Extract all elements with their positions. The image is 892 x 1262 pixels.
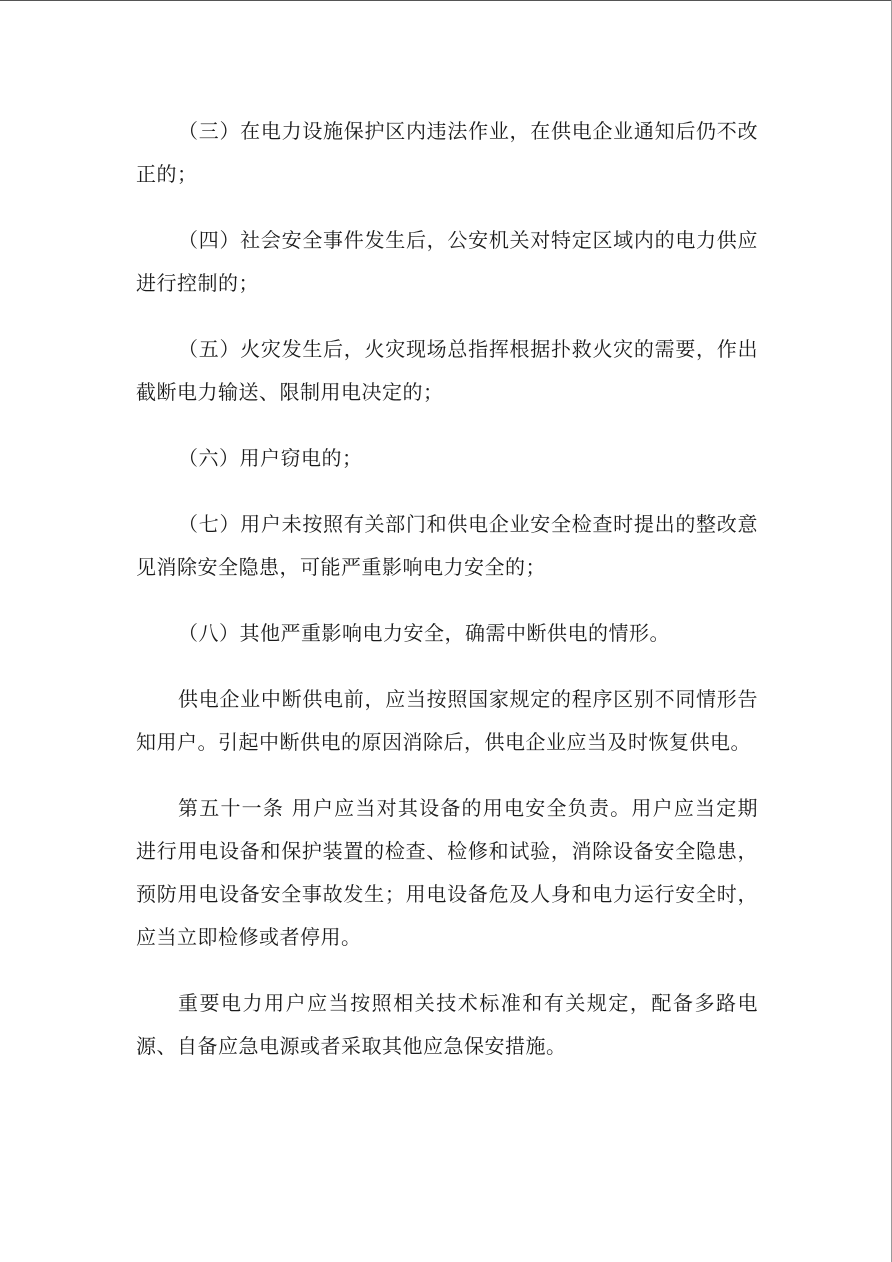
paragraph-item-3: （三）在电力设施保护区内违法作业，在供电企业通知后仍不改正的； [136,119,758,186]
page-top-border [0,0,892,1]
document-body [136,110,758,1068]
paragraph-interruption-notice: 供电企业中断供电前，应当按照国家规定的程序区别不同情形告知用户。引起中断供电的原因消除后，供电企业应当及时恢复供电。 [136,687,758,754]
paragraph-article-51: 第五十一条 用户应当对其设备的用电安全负责。用户应当定期进行用电设备和保护装置的检查、检修和试验，消除设备安全隐患，预防用电设备安全事故发生；用电设备危及人身和电力运行安全时，应当立即检修或者停用。 [136,796,758,949]
paragraph-item-8: （八）其他严重影响电力安全，确需中断供电的情形。 [178,621,670,645]
paragraph-item-4: （四）社会安全事件发生后，公安机关对特定区域内的电力供应进行控制的； [136,228,758,295]
paragraph-item-5: （五）火灾发生后，火灾现场总指挥根据扑救火灾的需要，作出截断电力输送、限制用电决定的； [136,337,758,404]
paragraph-item-7: （七）用户未按照有关部门和供电企业安全检查时提出的整改意见消除安全隐患，可能严重影响电力安全的； [136,512,758,579]
paragraph-item-6: （六）用户窃电的； [178,446,363,470]
paragraph-important-users: 重要电力用户应当按照相关技术标准和有关规定，配备多路电源、自备应急电源或者采取其他应急保安措施。 [136,991,758,1058]
